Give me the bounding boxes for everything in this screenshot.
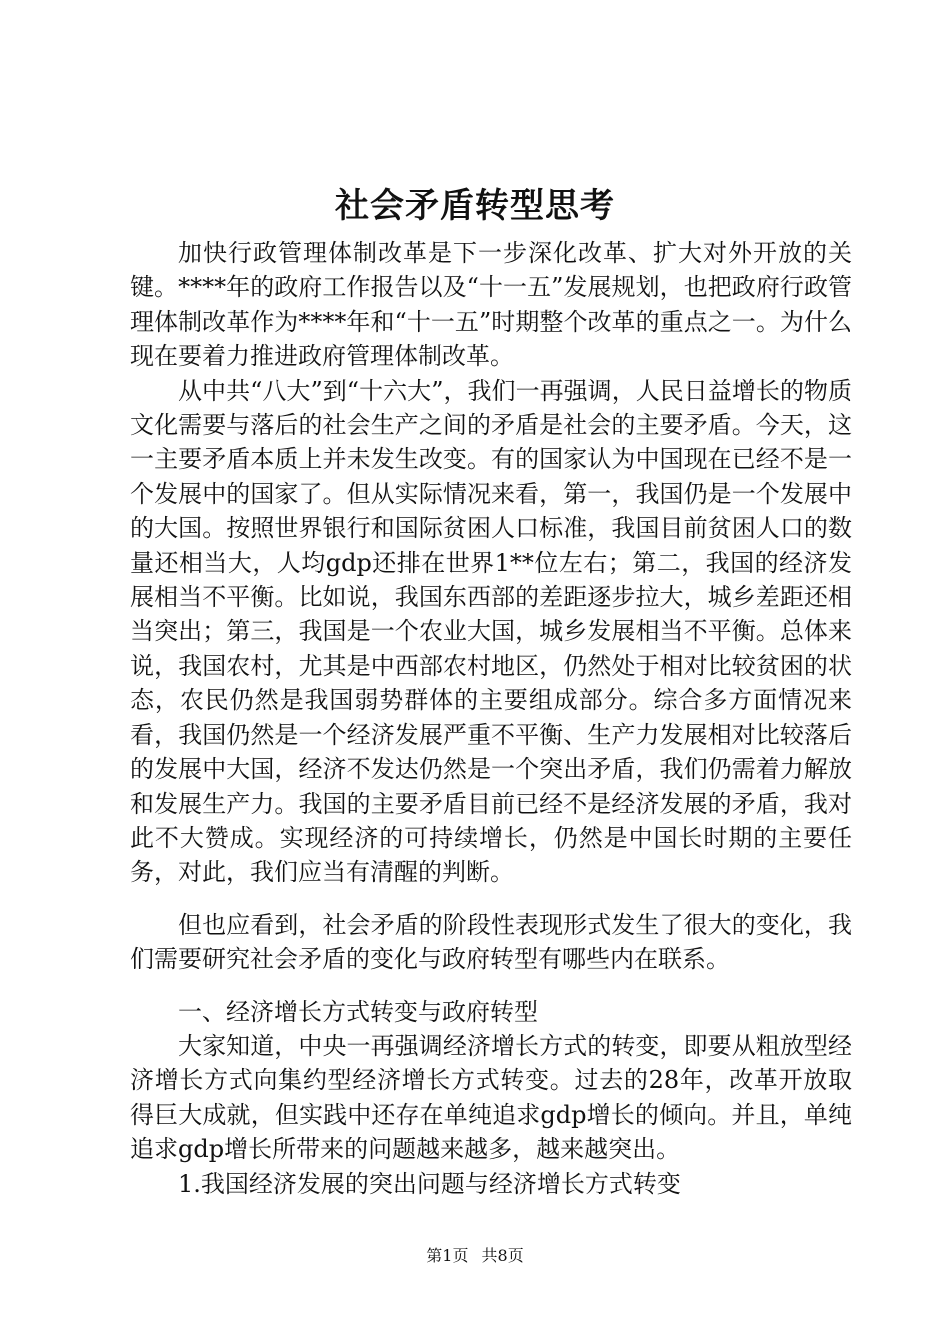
page-number: 第1页	[426, 1246, 469, 1265]
paragraph-spacer	[130, 977, 852, 995]
paragraph-intro: 加快行政管理体制改革是下一步深化改革、扩大对外开放的关键。****年的政府工作报告以及“十一五”发展规划，也把政府行政管理体制改革作为****年和“十一五”时期整个改革的重点之一。为什么现在要着力推进政府管理体制改革。	[130, 239, 852, 371]
paragraph-spacer	[130, 890, 852, 908]
subsection-heading-1-1: 1.我国经济发展的突出问题与经济增长方式转变	[178, 1169, 681, 1198]
paragraph-main-contradiction: 从中共“八大”到“十六大”，我们一再强调，人民日益增长的物质文化需要与落后的社会生产之间的矛盾是社会的主要矛盾。今天，这一主要矛盾本质上并未发生改变。有的国家认为中国现在已经不是一个发展中的国家了。但从实际情况来看，第一，我国仍是一个发展中的大国。按照世界银行和国际贫困人口标准，我国目前贫困人口的数量还相当大，人均gdp还排在世界1**位左右；第二，我国的经济发展相当不平衡。比如说，我国东西部的差距逐步拉大，城乡差距还相当突出；第三，我国是一个农业大国，城乡发展相当不平衡。总体来说，我国农村，尤其是中西部农村地区，仍然处于相对比较贫困的状态，农民仍然是我国弱势群体的主要组成部分。综合多方面情况来看，我国仍然是一个经济发展严重不平衡、生产力发展相对比较落后的发展中大国，经济不发达仍然是一个突出矛盾，我们仍需着力解放和发展生产力。我国的主要矛盾目前已经不是经济发展的矛盾，我对此不大赞成。实现经济的可持续增长，仍然是中国长时期的主要任务，对此，我们应当有清醒的判断。	[130, 376, 852, 887]
document-title: 社会矛盾转型思考	[335, 186, 615, 226]
document-body	[130, 236, 852, 1201]
page-footer	[0, 1245, 950, 1267]
section-heading-1: 一、经济增长方式转变与政府转型	[178, 997, 538, 1026]
paragraph-growth-mode: 大家知道，中央一再强调经济增长方式的转变，即要从粗放型经济增长方式向集约型经济增长方式转变。过去的28年，改革开放取得巨大成就，但实践中还存在单纯追求gdp增长的倾向。并且，单纯追求gdp增长所带来的问题越来越多，越来越突出。	[130, 1031, 852, 1164]
page-total: 共8页	[481, 1246, 524, 1265]
paragraph-social-change: 但也应看到，社会矛盾的阶段性表现形式发生了很大的变化，我们需要研究社会矛盾的变化与政府转型有哪些内在联系。	[130, 910, 852, 974]
